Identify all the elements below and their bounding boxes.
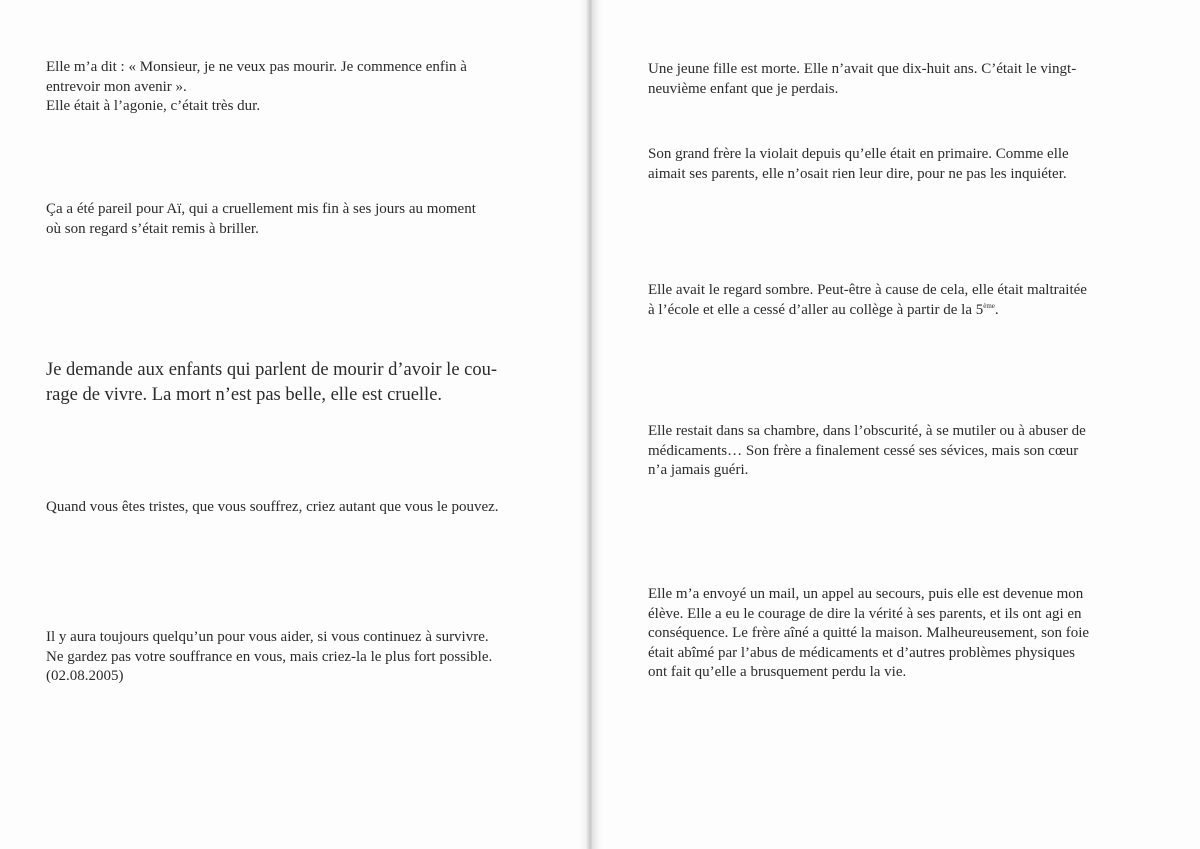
left-paragraph-4: Quand vous êtes tristes, que vous souffrez, criez autant que vous le pouvez.: [46, 499, 499, 515]
right-page: [596, 0, 1200, 849]
right-paragraph-4: Elle restait dans sa chambre, dans l’obscurité, à se mutiler ou à abuser de médicaments… Son frère a finalement cessé ses sévices, mais son cœur n’a jamais guéri.: [648, 423, 1086, 478]
left-paragraph-1: Elle m’a dit : « Monsieur, je ne veux pas mourir. Je commence enfin à entrevoir mon avenir ». Elle était à l’agonie, c’était très dur.: [46, 59, 467, 114]
right-paragraph-5: Elle m’a envoyé un mail, un appel au secours, puis elle est devenue mon élève. Elle a eu le courage de dire la vérité à ses parents, et ils ont agi en conséquence. Le frère aîné a quitté la maison. Malheureusement, son foie était abîmé par l’abus de médicaments et d’autres problèmes physiques ont fait qu’elle a brusquement perdu la vie.: [648, 586, 1090, 680]
left-paragraph-5: Il y aura toujours quelqu’un pour vous aider, si vous continuez à survivre. Ne gardez pas votre souffrance en vous, mais criez-la le plus fort possible. (02.08.2005): [46, 629, 493, 684]
left-paragraph-2: Ça a été pareil pour Aï, qui a cruellement mis fin à ses jours au moment où son regard s’était remis à briller.: [46, 201, 476, 237]
left-paragraph-3: Je demande aux enfants qui parlent de mourir d’avoir le cou- rage de vivre. La mort n’est pas belle, elle est cruelle.: [46, 360, 498, 405]
right-paragraph-3-period: .: [994, 301, 999, 318]
left-page: [0, 0, 588, 849]
right-paragraph-3: [648, 281, 1087, 320]
right-paragraph-2: Son grand frère la violait depuis qu’elle était en primaire. Comme elle aimait ses parents, elle n’osait rien leur dire, pour ne pas les inquiéter.: [648, 146, 1069, 182]
right-paragraph-1: Une jeune fille est morte. Elle n’avait que dix-huit ans. C’était le vingt- neuvième enfant que je perdais.: [648, 61, 1077, 97]
right-paragraph-3-text: Elle avait le regard sombre. Peut-être à cause de cela, elle était maltraitée à l’école et elle a cessé d’aller au collège à partir de la 5: [648, 282, 1087, 318]
superscript-eme: ème: [983, 301, 995, 310]
